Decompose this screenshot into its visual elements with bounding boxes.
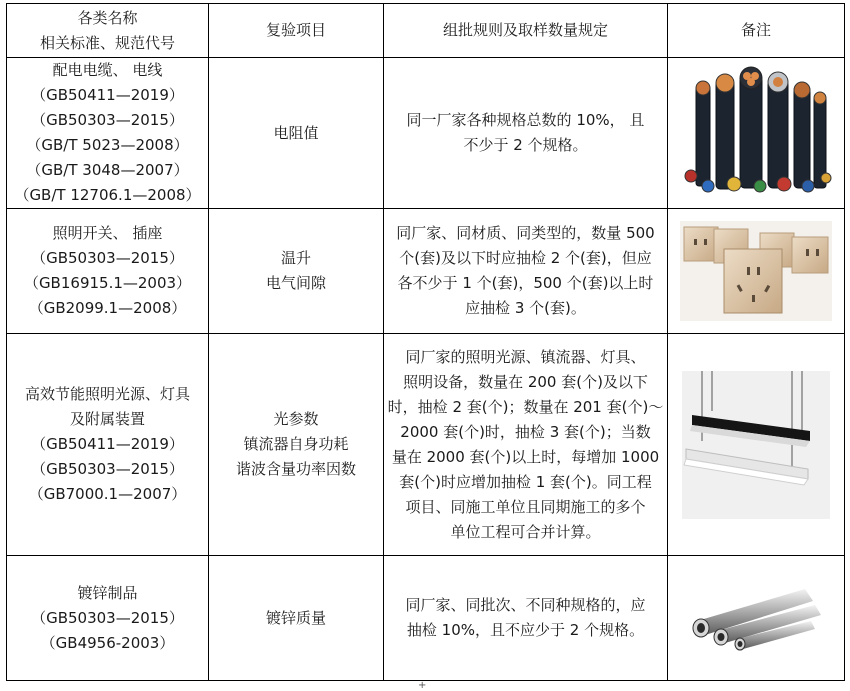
item-cell	[209, 58, 384, 209]
name-line: 配电电缆、 电线	[52, 61, 163, 79]
rule-line: 同厂家的照明光源、镇流器、灯具、	[405, 347, 646, 366]
table-row	[7, 209, 845, 334]
rule-line: 2000 套(个)时，抽检 3 套(个)；当数	[400, 422, 651, 441]
standard-code: （GB/T 12706.1—2008）	[14, 186, 201, 204]
rule-line: 不少于 2 个规格。	[463, 136, 588, 154]
header-name-label: 各类名称	[77, 8, 138, 27]
rule-line: 项目、同施工单位且同期施工的多个	[405, 497, 646, 516]
table-row	[7, 334, 845, 556]
rule-line: 套(个)时应增加抽检 1 套(个)。同工程	[399, 472, 652, 491]
remarks-cell	[668, 209, 845, 334]
standard-code: （GB4956-2003）	[40, 633, 175, 652]
rule-cell	[384, 209, 668, 334]
retest-item: 温升	[280, 249, 311, 267]
retest-item: 电阻值	[273, 123, 319, 142]
name-line: 及附属装置	[69, 410, 145, 428]
header-row	[7, 4, 845, 58]
rule-line: 单位工程可合并计算。	[450, 522, 601, 541]
led-lamp-photo	[682, 371, 830, 519]
standard-code: （GB2099.1—2008）	[28, 299, 187, 317]
cables-photo	[676, 66, 836, 201]
retest-item: 镇流器自身功耗	[243, 435, 349, 453]
header-batch-rule: 组批规则及取样数量规定	[384, 4, 668, 58]
rule-line: 时，抽检 2 套(个)；数量在 201 套(个)～	[387, 397, 664, 416]
switch-socket-illustration	[680, 221, 832, 321]
standard-code: （GB16915.1—2003）	[23, 274, 192, 292]
standard-code: （GB7000.1—2007）	[28, 485, 187, 503]
standard-code: （GB50303—2015）	[31, 460, 184, 478]
remarks-cell	[668, 58, 845, 209]
rule-line: 应抽检 3 个(套)。	[465, 299, 586, 317]
name-line: 照明开关、 插座	[52, 224, 163, 242]
table-row	[7, 556, 845, 681]
table-row	[7, 58, 845, 209]
rule-line: 个(套)及以下时应抽检 2 个(套)，但应	[399, 249, 652, 267]
header-name-standard	[7, 4, 209, 58]
header-remarks: 备注	[668, 4, 845, 58]
standard-code: （GB50411—2019）	[31, 435, 184, 453]
cables-illustration	[676, 66, 836, 201]
standard-code: （GB50411—2019）	[31, 86, 184, 104]
name-cell	[7, 209, 209, 334]
name-line: 高效节能照明光源、灯具	[24, 385, 190, 403]
rule-cell	[384, 556, 668, 681]
galvanized-pipes-photo	[687, 583, 825, 653]
item-cell	[209, 556, 384, 681]
standard-code: （GB50303—2015）	[31, 111, 184, 129]
rule-line: 抽检 10%，且不应少于 2 个规格。	[406, 621, 645, 639]
rule-line: 照明设备，数量在 200 套(个)及以下	[403, 372, 648, 391]
standard-code: （GB/T 5023—2008）	[26, 136, 189, 154]
galvanized-pipes-illustration	[687, 583, 825, 653]
header-standard-label: 相关标准、规范代号	[39, 33, 175, 52]
header-retest-item: 复验项目	[209, 4, 384, 58]
rule-line: 各不少于 1 个(套)，500 个(套)以上时	[397, 274, 654, 292]
name-cell	[7, 556, 209, 681]
standard-code: （GB50303—2015）	[31, 608, 184, 627]
rule-line: 同一厂家各种规格总数的 10%， 且	[406, 111, 645, 129]
footer-plus-glyph: +	[418, 680, 427, 691]
item-cell	[209, 209, 384, 334]
retest-item: 镀锌质量	[265, 608, 326, 627]
rule-line: 同厂家、同材质、同类型的，数量 500	[396, 224, 655, 242]
retest-item: 谐波含量功率因数	[235, 460, 356, 478]
rule-line: 同厂家、同批次、不同种规格的，应	[405, 596, 646, 614]
rule-line: 量在 2000 套(个)以上时，每增加 1000	[391, 447, 660, 466]
standard-code: （GB50303—2015）	[31, 249, 184, 267]
switch-socket-photo	[680, 221, 832, 321]
remarks-cell	[668, 556, 845, 681]
name-cell	[7, 58, 209, 209]
item-cell	[209, 334, 384, 556]
led-lamp-illustration	[682, 371, 830, 519]
rule-cell	[384, 334, 668, 556]
retest-item: 电气间隙	[265, 274, 326, 292]
rule-cell	[384, 58, 668, 209]
retest-item: 光参数	[273, 410, 319, 428]
remarks-cell	[668, 334, 845, 556]
name-line: 镀锌制品	[77, 583, 138, 602]
standard-code: （GB/T 3048—2007）	[26, 161, 189, 179]
name-cell	[7, 334, 209, 556]
inspection-table	[6, 3, 845, 681]
